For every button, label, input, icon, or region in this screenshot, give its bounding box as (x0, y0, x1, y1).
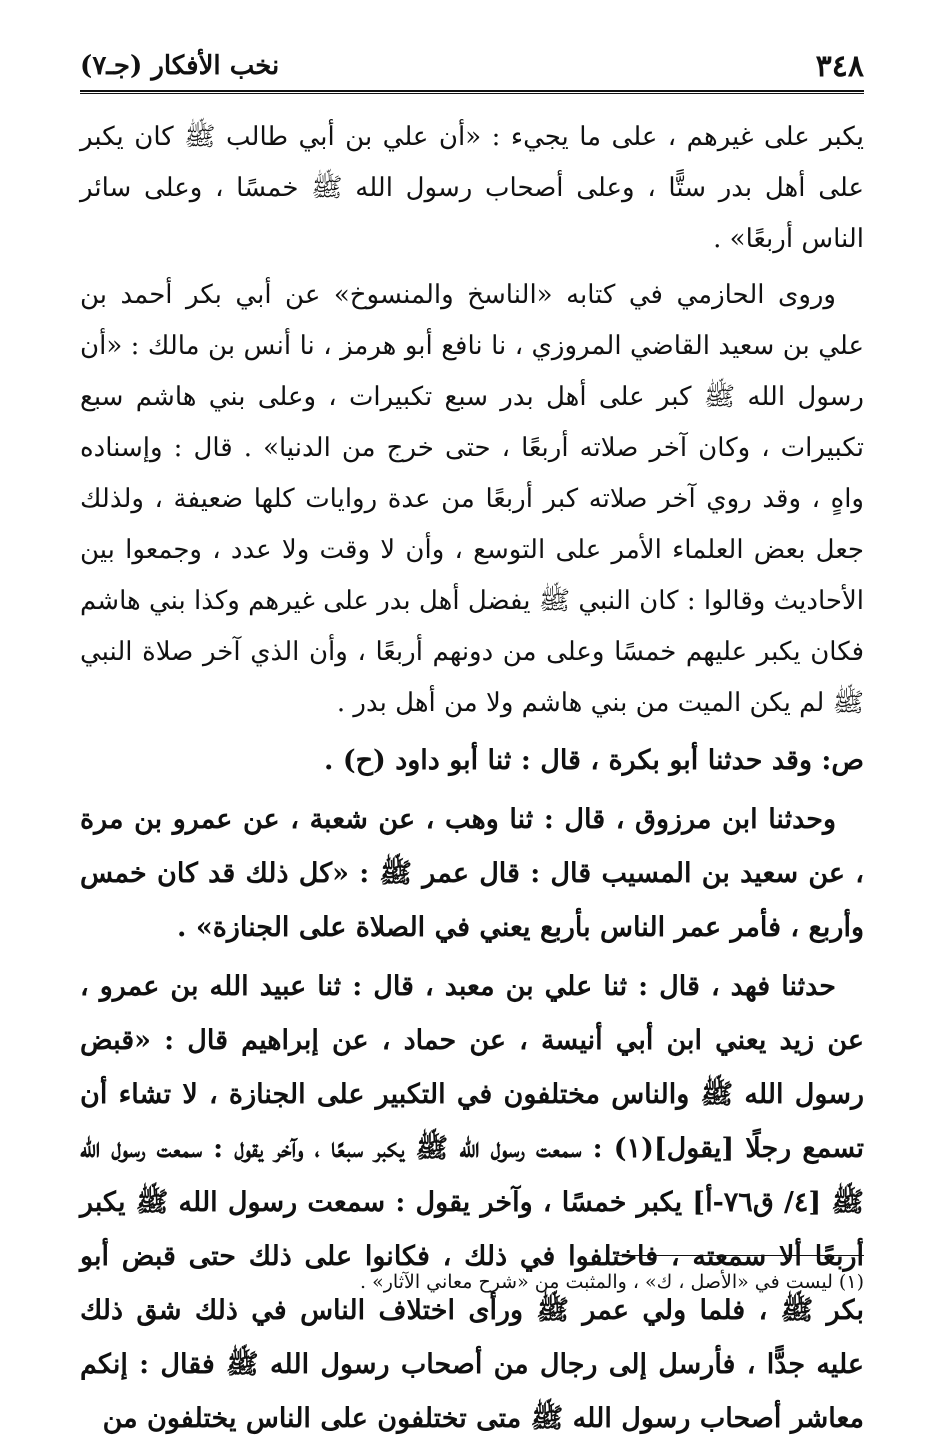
page-number: ٣٤٨ (815, 48, 864, 84)
page-header (80, 42, 864, 92)
paragraph-5: حدثنا فهد ، قال : ثنا علي بن معبد ، قال : ثنا عبيد الله بن عمرو ، عن زيد يعني ابن أبي أنيسة ، عن حماد ، عن إبراهيم قال : «قبض رسول الله ﷺ والناس مختلفون في التكبير على الجنازة ، لا تشاء أن تسمع رجلًا [يقول](١) : سمعت رسول الله ﷺ يكبر سبعًا ، وآخر يقول : سمعت رسول الله ﷺ [٤/ ق٧٦-أ] يكبر خمسًا ، وآخر يقول : سمعت رسول الله ﷺ يكبر أربعًا ألا سمعته ، فاختلفوا في ذلك ، فكانوا على ذلك حتى قبض أبو بكر ﷺ ، فلما ولي عمر ﷺ ورأى اختلاف الناس في ذلك شق ذلك عليه جدًّا ، فأرسل إلى رجال من أصحاب رسول الله ﷺ فقال : إنكم معاشر أصحاب رسول الله ﷺ متى تختلفون على الناس يختلفون من (80, 971, 864, 1434)
paragraph-4: وحدثنا ابن مرزوق ، قال : ثنا وهب ، عن شعبة ، عن عمرو بن مرة ، عن سعيد بن المسيب قال : قال عمر ﷺ : «كل ذلك قد كان خمس وأربع ، فأمر عمر الناس بأربع يعني في الصلاة على الجنازة» . (80, 804, 864, 943)
footnote: (١) ليست في «الأصل ، ك» ، والمثبت من «شرح معاني الآثار» . (360, 1271, 864, 1293)
header-divider (80, 93, 864, 94)
paragraph-2: وروى الحازمي في كتابه «الناسخ والمنسوخ» عن أبي بكر أحمد بن علي بن سعيد القاضي المروزي ، نا نافع أبو هرمز ، نا أنس بن مالك : «أن رسول الله ﷺ كبر على أهل بدر سبع تكبيرات ، وعلى بني هاشم سبع تكبيرات ، وكان آخر صلاته أربعًا ، حتى خرج من الدنيا» . قال : وإسناده واهٍ ، وقد روي آخر صلاته كبر أربعًا من عدة روايات كلها ضعيفة ، ولذلك جعل بعض العلماء الأمر على التوسع ، وأن لا وقت ولا عدد ، وجمعوا بين الأحاديث وقالوا : كان النبي ﷺ يفضل أهل بدر على غيرهم وكذا بني هاشم فكان يكبر عليهم خمسًا وعلى من دونهم أربعًا ، وأن الذي آخر صلاة النبي ﷺ لم يكن الميت من بني هاشم ولا من أهل بدر . (80, 280, 864, 718)
paragraph-3: ص: وقد حدثنا أبو بكرة ، قال : ثنا أبو داود (ح) . (324, 745, 864, 776)
book-title: نخب الأفكار (جـ٧) (80, 51, 280, 81)
paragraph-1: يكبر على غيرهم ، على ما يجيء : «أن علي بن أبي طالب ﷺ كان يكبر على أهل بدر ستًّا ، وعلى أصحاب رسول الله ﷺ خمسًا ، وعلى سائر الناس أربعًا» . (80, 122, 864, 254)
footnote-divider (616, 1255, 864, 1256)
